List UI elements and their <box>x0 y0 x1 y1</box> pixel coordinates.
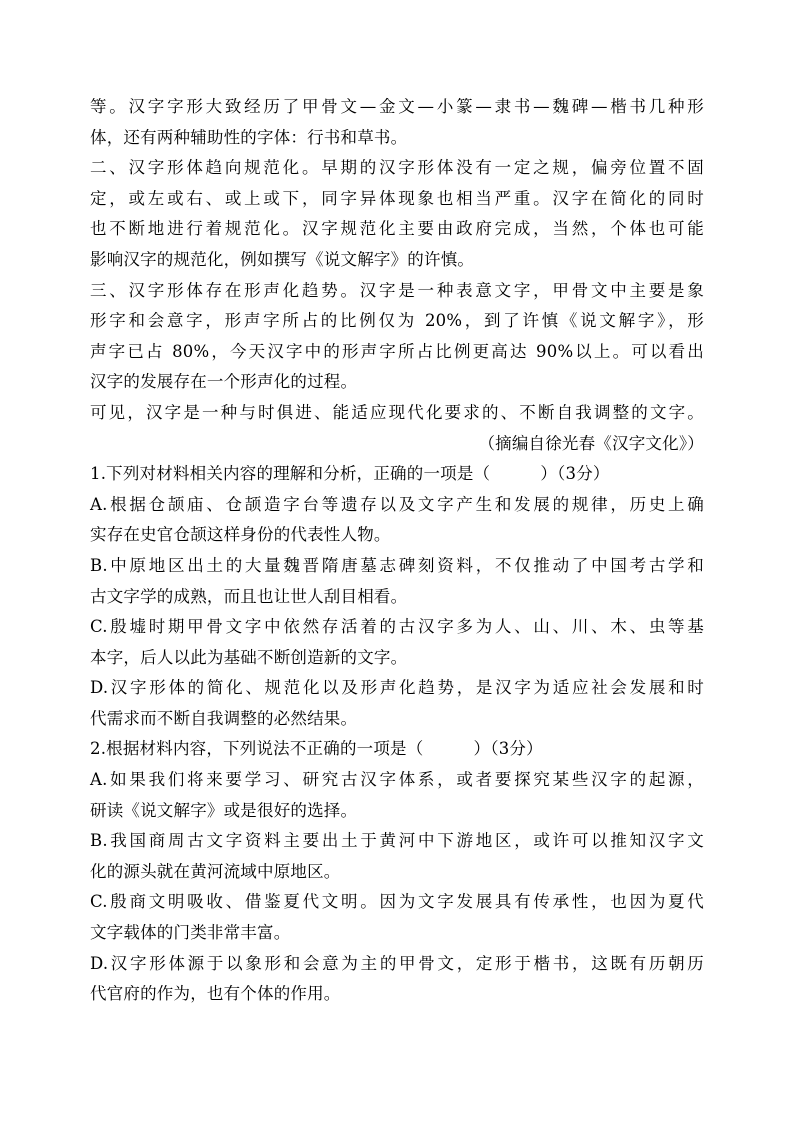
question-2-option-b-cont: 化的源头就在黄河流域中原地区。 <box>90 861 341 881</box>
text-line: 影响汉字的规范化，例如撰写《说文解字》的许慎。 <box>90 249 475 269</box>
text-line: 定，或左或右、或上或下，同字异体现象也相当严重。汉字在简化的同时 <box>90 188 704 208</box>
question-1-option-a: A.根据仓颉庙、仓颉造字台等遗存以及文字产生和发展的规律，历史上确 <box>90 494 704 514</box>
question-1-option-d: D.汉字形体的简化、规范化以及形声化趋势，是汉字为适应社会发展和时 <box>90 678 704 698</box>
question-2-option-c: C.殷商文明吸收、借鉴夏代文明。因为文字发展具有传承性，也因为夏代 <box>90 892 704 912</box>
text-line: 三、汉字形体存在形声化趋势。汉字是一种表意文字，甲骨文中主要是象 <box>90 280 704 300</box>
question-1-option-b: B.中原地区出土的大量魏晋隋唐墓志碑刻资料，不仅推动了中国考古学和 <box>90 555 704 575</box>
question-1-stem: 1.下列对材料相关内容的理解和分析，正确的一项是（ ）（3分） <box>90 464 610 484</box>
text-line: 等。汉字字形大致经历了甲骨文—金文—小篆—隶书—魏碑—楷书几种形 <box>90 97 704 116</box>
question-2-option-a: A.如果我们将来要学习、研究古汉字体系，或者要探究某些汉字的起源， <box>90 770 704 790</box>
question-2-option-d: D.汉字形体源于以象形和会意为主的甲骨文，定形于楷书，这既有历朝历 <box>90 953 704 973</box>
question-1-option-b-cont: 古文字学的成熟，而且也让世人刮目相看。 <box>90 586 408 606</box>
question-1-option-d-cont: 代需求而不断自我调整的必然结果。 <box>90 708 358 728</box>
text-line: 声字已占 80%，今天汉字中的形声字所占比例更高达 90%以上。可以看出 <box>90 341 704 361</box>
source-citation: （摘编自徐光春《汉字文化》） <box>478 433 704 453</box>
text-line: 也不断地进行着规范化。汉字规范化主要由政府完成，当然，个体也可能 <box>90 219 704 239</box>
question-2-stem: 2.根据材料内容，下列说法不正确的一项是（ ）（3分） <box>90 739 543 759</box>
text-line: 二、汉字形体趋向规范化。早期的汉字形体没有一定之规，偏旁位置不固 <box>90 158 704 178</box>
question-2-option-c-cont: 文字载体的门类非常丰富。 <box>90 923 291 943</box>
text-line: 汉字的发展存在一个形声化的过程。 <box>90 372 358 392</box>
question-1-option-c-cont: 本字，后人以此为基础不断创造新的文字。 <box>90 647 408 667</box>
document-body <box>90 92 704 1010</box>
question-2-option-d-cont: 代官府的作为，也有个体的作用。 <box>90 984 341 1004</box>
question-2-option-b: B.我国商周古文字资料主要出土于黄河中下游地区，或许可以推知汉字文 <box>90 831 704 851</box>
text-line: 体，还有两种辅助性的字体：行书和草书。 <box>90 127 408 147</box>
question-1-option-a-cont: 实存在史官仓颉这样身份的代表性人物。 <box>90 525 391 545</box>
question-1-option-c: C.殷墟时期甲骨文字中依然存活着的古汉字多为人、山、川、木、虫等基 <box>90 617 704 637</box>
text-line: 形字和会意字，形声字所占的比例仅为 20%，到了许慎《说文解字》，形 <box>90 311 704 331</box>
question-2-option-a-cont: 研读《说文解字》或是很好的选择。 <box>90 800 358 820</box>
text-line: 可见，汉字是一种与时俱进、能适应现代化要求的、不断自我调整的文字。 <box>90 402 704 422</box>
